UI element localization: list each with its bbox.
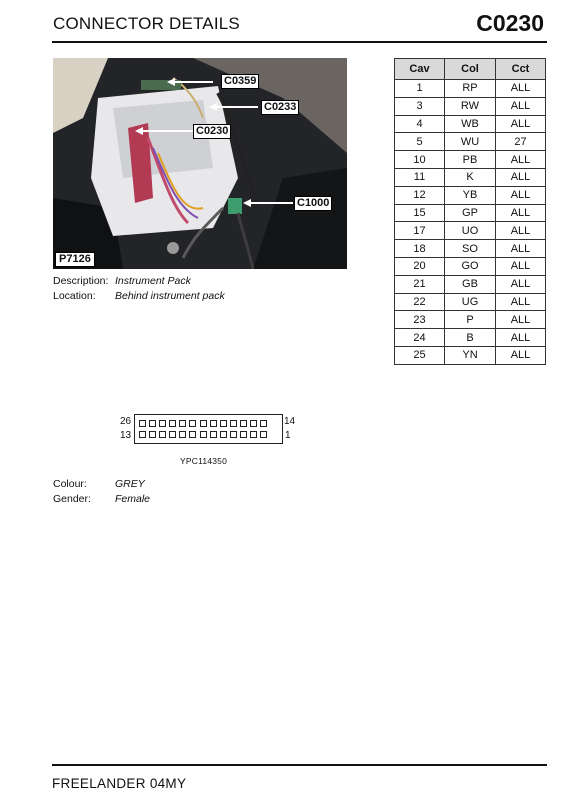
cell-cav: 1: [395, 80, 445, 98]
photo-id: P7126: [55, 252, 95, 267]
cell-col: B: [445, 329, 496, 347]
pin-cavity: [250, 420, 257, 427]
cell-col: SO: [445, 240, 496, 258]
cell-cct: ALL: [496, 257, 546, 275]
callout-c0233: C0233: [261, 100, 299, 115]
gender-value: Female: [115, 493, 151, 505]
cell-cct: ALL: [496, 168, 546, 186]
pin-cavity: [210, 431, 217, 438]
pin-cavity: [179, 431, 186, 438]
pin-cavity: [250, 431, 257, 438]
table-row: [395, 151, 546, 169]
cell-cav: 3: [395, 97, 445, 115]
table-row: [395, 311, 546, 329]
pin-cavity: [139, 431, 146, 438]
pin-cavity: [210, 420, 217, 427]
cell-cct: ALL: [496, 275, 546, 293]
pin-label-bottom-left: 13: [120, 430, 132, 441]
cell-col: WU: [445, 133, 496, 151]
cell-col: RP: [445, 80, 496, 98]
table-row: [395, 329, 546, 347]
pin-row-bottom: [139, 431, 267, 438]
pin-cavity: [240, 420, 247, 427]
table-row: [395, 204, 546, 222]
pin-cavity: [220, 431, 227, 438]
cell-cct: ALL: [496, 346, 546, 364]
cell-cav: 11: [395, 168, 445, 186]
cell-cav: 18: [395, 240, 445, 258]
col-header-cct: Cct: [496, 59, 546, 80]
cell-col: PB: [445, 151, 496, 169]
pin-cavity: [159, 420, 166, 427]
location-value: Behind instrument pack: [115, 290, 225, 302]
callout-c0230: C0230: [193, 124, 231, 139]
table-row: [395, 346, 546, 364]
table-row: [395, 133, 546, 151]
footer-model: FREELANDER 04MY: [52, 776, 187, 791]
table-row: [395, 97, 546, 115]
pin-cavity: [169, 420, 176, 427]
photo-illustration: [53, 58, 347, 269]
table-row: [395, 240, 546, 258]
cell-col: P: [445, 311, 496, 329]
pin-cavity: [189, 420, 196, 427]
table-row: [395, 186, 546, 204]
cell-cav: 10: [395, 151, 445, 169]
table-row: [395, 293, 546, 311]
cell-cct: ALL: [496, 151, 546, 169]
cell-cct: 27: [496, 133, 546, 151]
cell-col: UO: [445, 222, 496, 240]
cell-cav: 5: [395, 133, 445, 151]
cell-cct: ALL: [496, 329, 546, 347]
pin-cavity: [220, 420, 227, 427]
pin-label-top-right: 14: [284, 416, 296, 427]
cell-cct: ALL: [496, 293, 546, 311]
cell-cct: ALL: [496, 311, 546, 329]
cell-col: RW: [445, 97, 496, 115]
cell-cct: ALL: [496, 97, 546, 115]
footer-divider: [52, 764, 547, 766]
cell-col: GP: [445, 204, 496, 222]
cell-col: WB: [445, 115, 496, 133]
cell-cav: 20: [395, 257, 445, 275]
callout-c0359: C0359: [221, 74, 259, 89]
pin-row-top: [139, 420, 267, 427]
pin-cavity: [169, 431, 176, 438]
cell-cct: ALL: [496, 240, 546, 258]
cell-cct: ALL: [496, 204, 546, 222]
description-label: Description:: [53, 275, 109, 287]
cell-cav: 23: [395, 311, 445, 329]
description-value: Instrument Pack: [115, 275, 191, 287]
pin-cavity: [189, 431, 196, 438]
cell-cct: ALL: [496, 222, 546, 240]
table-row: [395, 115, 546, 133]
pin-cavity: [200, 420, 207, 427]
pin-cavity: [179, 420, 186, 427]
cell-cav: 12: [395, 186, 445, 204]
table-row: [395, 275, 546, 293]
cell-col: K: [445, 168, 496, 186]
cell-cav: 15: [395, 204, 445, 222]
pin-cavity: [240, 431, 247, 438]
pin-cavity: [260, 420, 267, 427]
pin-cavity: [149, 420, 156, 427]
pin-cavity: [139, 420, 146, 427]
table-row: [395, 257, 546, 275]
cell-col: YN: [445, 346, 496, 364]
cell-cav: 25: [395, 346, 445, 364]
cell-cav: 17: [395, 222, 445, 240]
cell-cav: 4: [395, 115, 445, 133]
header-divider: [52, 41, 547, 43]
callout-c1000: C1000: [294, 196, 332, 211]
pin-cavity: [149, 431, 156, 438]
cell-cct: ALL: [496, 115, 546, 133]
part-number: YPC114350: [180, 456, 228, 466]
page-title: CONNECTOR DETAILS: [53, 14, 240, 33]
location-label: Location:: [53, 290, 96, 302]
cell-cct: ALL: [496, 186, 546, 204]
pin-cavity: [230, 420, 237, 427]
pin-label-top-left: 26: [120, 416, 132, 427]
cell-cct: ALL: [496, 80, 546, 98]
cell-cav: 24: [395, 329, 445, 347]
connector-face-diagram: [134, 414, 283, 444]
table-header-row: [395, 59, 546, 80]
pin-cavity: [159, 431, 166, 438]
pin-cavity: [260, 431, 267, 438]
table-row: [395, 222, 546, 240]
colour-value: GREY: [115, 478, 145, 490]
cell-col: UG: [445, 293, 496, 311]
cell-cav: 22: [395, 293, 445, 311]
col-header-col: Col: [445, 59, 496, 80]
table-row: [395, 168, 546, 186]
cell-col: GB: [445, 275, 496, 293]
cell-col: YB: [445, 186, 496, 204]
cavity-table: [394, 58, 546, 365]
colour-label: Colour:: [53, 478, 87, 490]
cell-cav: 21: [395, 275, 445, 293]
connector-code: C0230: [476, 10, 544, 36]
table-row: [395, 80, 546, 98]
pin-cavity: [230, 431, 237, 438]
cell-col: GO: [445, 257, 496, 275]
col-header-cav: Cav: [395, 59, 445, 80]
location-photo: [53, 58, 347, 269]
gender-label: Gender:: [53, 493, 91, 505]
pin-cavity: [200, 431, 207, 438]
pin-label-bottom-right: 1: [285, 430, 291, 441]
